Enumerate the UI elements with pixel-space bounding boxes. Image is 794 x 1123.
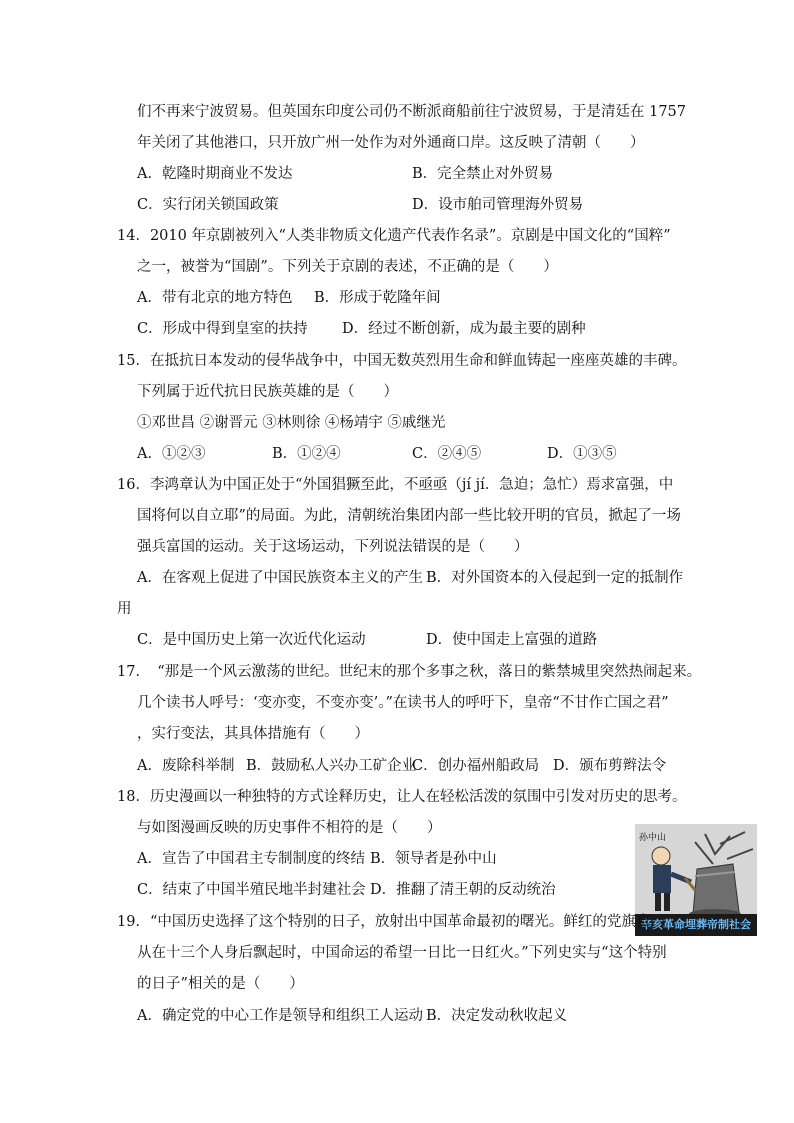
q16-text-line-3: 强兵富国的运动。关于这场运动，下列说法错误的是（ ） xyxy=(137,539,529,555)
q18-option-c: C．结束了中国半殖民地半封建社会 xyxy=(137,882,366,898)
q13-option-a: A．乾隆时期商业不发达 xyxy=(137,166,293,182)
q19-text-line-2: 从在十三个人身后飘起时，中国命运的希望一日比一日红火。”下列史实与“这个特别 xyxy=(137,945,667,961)
q13-option-c: C．实行闭关锁国政策 xyxy=(137,197,279,213)
q19-text-line-3: 的日子”相关的是（ ） xyxy=(137,976,304,992)
q15-option-d: D．①③⑤ xyxy=(547,446,617,462)
q19-option-a: A．确定党的中心工作是领导和组织工人运动 xyxy=(137,1008,423,1024)
q16-option-b-wrap: 用 xyxy=(117,601,132,617)
cartoon-caption: 辛亥革命埋葬帝制社会 xyxy=(635,914,757,936)
q16-option-b: B．对外国资本的入侵起到一定的抵制作 xyxy=(426,570,684,586)
q13-text-line-1: 们不再来宁波贸易。但英国东印度公司仍不断派商船前往宁波贸易，于是清廷在 1757 xyxy=(137,104,687,120)
q18-text-line-1: 18．历史漫画以一种独特的方式诠释历史，让人在轻松活泼的氛围中引发对历史的思考。 xyxy=(117,789,687,805)
q15-items: ①邓世昌 ②谢晋元 ③林则徐 ④杨靖宇 ⑤戚继光 xyxy=(137,415,446,431)
q16-option-a: A．在客观上促进了中国民族资本主义的产生 xyxy=(137,570,423,586)
q13-option-b: B．完全禁止对外贸易 xyxy=(412,166,554,182)
q14-text-line-2: 之一，被誉为“国剧”。下列关于京剧的表述，不正确的是（ ） xyxy=(137,259,558,275)
q15-text-line-2: 下列属于近代抗日民族英雄的是（ ） xyxy=(137,384,398,400)
q17-option-a: A．废除科举制 xyxy=(137,758,235,774)
q15-option-b: B．①②④ xyxy=(272,446,341,462)
q14-option-d: D．经过不断创新，成为最主要的剧种 xyxy=(342,321,586,337)
q13-text-line-2: 年关闭了其他港口，只开放广州一处作为对外通商口岸。这反映了清朝（ ） xyxy=(137,135,645,151)
q16-option-c: C．是中国历史上第一次近代化运动 xyxy=(137,632,366,648)
q18-option-d: D．推翻了清王朝的反动统治 xyxy=(370,882,556,898)
q14-option-a: A．带有北京的地方特色 xyxy=(137,290,293,306)
q18-option-b: B．领导者是孙中山 xyxy=(370,851,497,867)
q19-text-line-1: 19．“中国历史选择了这个特别的日子，放射出中国革命最初的曙光。鲜红的党旗自 xyxy=(117,914,651,930)
q15-option-a: A．①②③ xyxy=(137,446,206,462)
q15-option-c: C．②④⑤ xyxy=(412,446,482,462)
q17-text-line-3: ，实行变法，其具体措施有（ ） xyxy=(137,726,369,742)
q18-text-line-2: 与如图漫画反映的历史事件不相符的是（ ） xyxy=(137,820,442,836)
q14-option-b: B．形成于乾隆年间 xyxy=(314,290,441,306)
q19-option-b: B．决定发动秋收起义 xyxy=(426,1008,568,1024)
q17-option-c: C．创办福州船政局 xyxy=(412,758,540,774)
q14-option-c: C．形成中得到皇室的扶持 xyxy=(137,321,308,337)
q14-text-line-1: 14．2010 年京剧被列入“人类非物质文化遗产代表作名录”。京剧是中国文化的“国粹” xyxy=(117,228,671,244)
q17-text-line-2: 几个读书人呼号：‘变亦变，不变亦变’。”在读书人的呼吁下，皇帝“不甘作亡国之君” xyxy=(137,695,669,711)
q18-option-a: A．宣告了中国君主专制制度的终结 xyxy=(137,851,365,867)
q16-option-d: D．使中国走上富强的道路 xyxy=(426,632,598,648)
history-cartoon-image xyxy=(635,824,757,936)
q13-option-d: D．设市舶司管理海外贸易 xyxy=(412,197,584,213)
q17-option-d: D．颁布剪辫法令 xyxy=(553,758,667,774)
q15-text-line-1: 15．在抵抗日本发动的侵华战争中，中国无数英烈用生命和鲜血铸起一座座英雄的丰碑。 xyxy=(117,353,687,369)
cartoon-figure-label: 孙中山 xyxy=(639,833,667,843)
q17-text-line-1: 17． “那是一个风云激荡的世纪。世纪末的那个多事之秋，落日的紫禁城里突然热闹起来。 xyxy=(117,664,702,680)
q16-text-line-2: 国将何以自立耶”的局面。为此，清朝统治集团内部一些比较开明的官员，掀起了一场 xyxy=(137,508,681,524)
q16-text-line-1: 16．李鸿章认为中国正处于“外国猖獗至此，不亟亟（jí jí．急迫；急忙）焉求富强，中 xyxy=(117,477,674,493)
q17-option-b: B．鼓励私人兴办工矿企业 xyxy=(246,758,417,774)
